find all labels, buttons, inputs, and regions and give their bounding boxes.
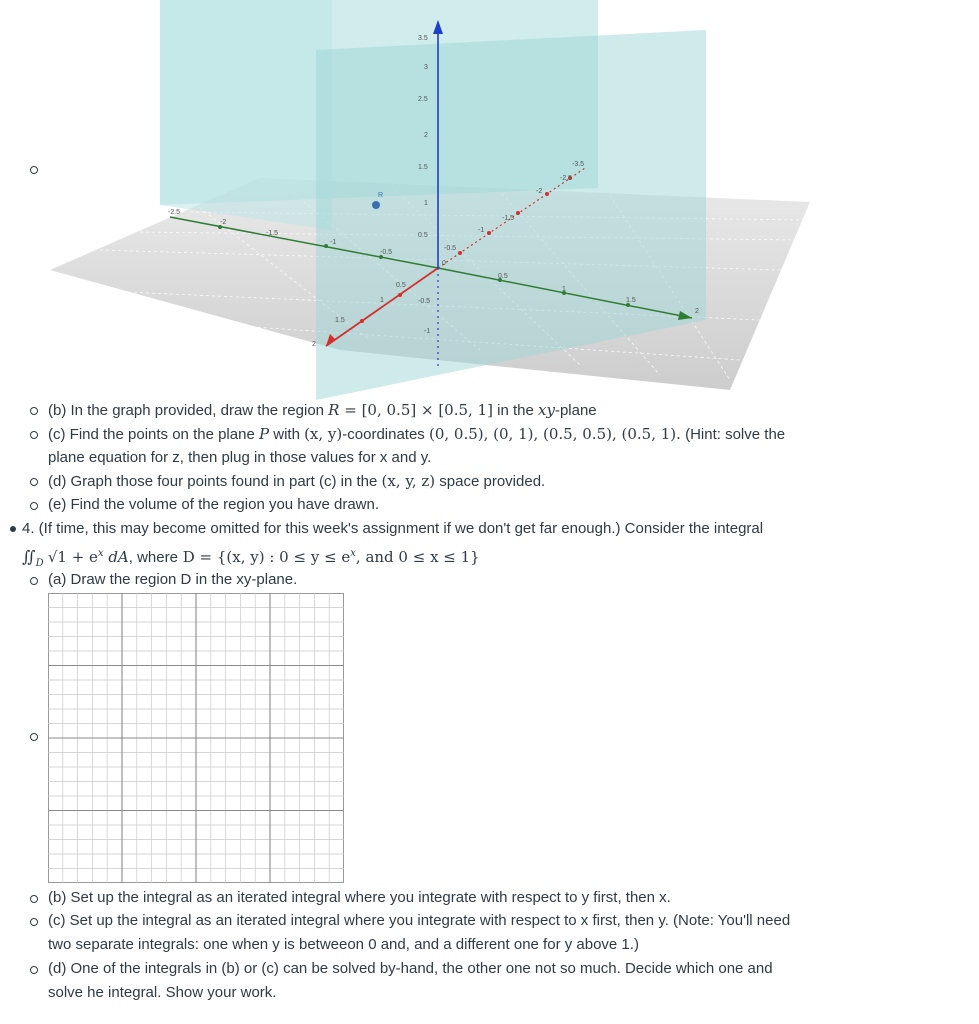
part-c-text-2: plane equation for z, then plug in those values for x and y.: [48, 449, 432, 466]
q4-part-d: (d) One of the integrals in (b) or (c) can be solved by-hand, the other one not so much. Decide which one and: [48, 960, 773, 977]
q4-integral: $∬_D$ $√1 + e^x$ dA, where D = {(x, y) : $0 \le y \le e^x$, and 0 ≤ x ≤ 1}: [22, 547, 480, 569]
svg-text:2.5: 2.5: [418, 96, 428, 103]
svg-text:-0.5: -0.5: [418, 298, 431, 305]
list-bullet: [30, 895, 38, 903]
q4-part-d-2: solve he integral. Show your work.: [48, 984, 277, 1001]
svg-text:1: 1: [424, 200, 428, 207]
list-bullet: [30, 966, 38, 974]
svg-text:-2.5: -2.5: [560, 175, 573, 182]
xy-grid: [48, 593, 344, 883]
svg-text:-1: -1: [424, 328, 431, 335]
part-e-text: (e) Find the volume of the region you have drawn.: [48, 496, 380, 513]
svg-text:-0.5: -0.5: [444, 245, 457, 252]
svg-text:2: 2: [312, 341, 316, 348]
list-bullet: [30, 166, 38, 174]
list-bullet: [30, 733, 38, 741]
q4-part-b: (b) Set up the integral as an iterated integral where you integrate with respect to y first, then x.: [48, 889, 671, 906]
list-bullet: [30, 502, 38, 510]
origin-label: 0: [442, 260, 446, 267]
svg-text:-3.5: -3.5: [572, 161, 585, 168]
svg-text:-2: -2: [536, 188, 543, 195]
svg-text:0.5: 0.5: [498, 273, 508, 280]
svg-text:1: 1: [562, 286, 566, 293]
q4-part-a: (a) Draw the region D in the xy-plane.: [48, 571, 298, 588]
list-bullet: [30, 478, 38, 486]
3d-graph: [40, 0, 820, 400]
svg-text:3: 3: [424, 64, 428, 71]
point-r-label: R: [378, 192, 384, 199]
svg-text:2: 2: [424, 132, 428, 139]
list-bullet: [30, 407, 38, 415]
svg-text:1.5: 1.5: [418, 164, 428, 171]
list-bullet-main: [10, 526, 16, 532]
part-b-text: (b) In the graph provided, draw the region R = [0, 0.5] × [0.5, 1] in the xy-plane: [48, 401, 597, 419]
svg-text:1.5: 1.5: [626, 297, 636, 304]
svg-text:2: 2: [695, 308, 699, 315]
part-d-text: (d) Graph those four points found in part (c) in the (x, y, z) space provided.: [48, 472, 546, 490]
svg-text:1: 1: [380, 297, 384, 304]
point-r: [372, 201, 380, 209]
svg-text:1.5: 1.5: [335, 317, 345, 324]
svg-text:-1: -1: [478, 227, 485, 234]
list-bullet: [30, 918, 38, 926]
list-bullet: [30, 431, 38, 439]
svg-text:-2.5: -2.5: [168, 209, 181, 216]
q4-part-c: (c) Set up the integral as an iterated integral where you integrate with respect to x first, then y. (Note: You'll need: [48, 912, 791, 929]
svg-text:0.5: 0.5: [418, 232, 428, 239]
svg-text:3.5: 3.5: [418, 35, 428, 42]
svg-text:0.5: 0.5: [396, 282, 406, 289]
plane-left: [160, 0, 332, 230]
svg-text:-0.5: -0.5: [380, 249, 393, 256]
svg-text:-2: -2: [220, 219, 227, 226]
q4-part-c-2: two separate integrals: one when y is betweeon 0 and, and a different one for y above 1.): [48, 936, 639, 953]
svg-text:-1: -1: [330, 239, 337, 246]
q4-text: 4. (If time, this may become omitted for this week's assignment if we don't get far enough.) Consider the integral: [22, 520, 764, 537]
list-bullet: [30, 577, 38, 585]
part-c-text: (c) Find the points on the plane P with (x, y)-coordinates (0, 0.5), (0, 1), (0.5, 0.5), (0.5, 1). (Hint: solve the: [48, 425, 786, 443]
svg-text:-1.5: -1.5: [266, 230, 279, 237]
svg-text:-1.5: -1.5: [502, 215, 515, 222]
